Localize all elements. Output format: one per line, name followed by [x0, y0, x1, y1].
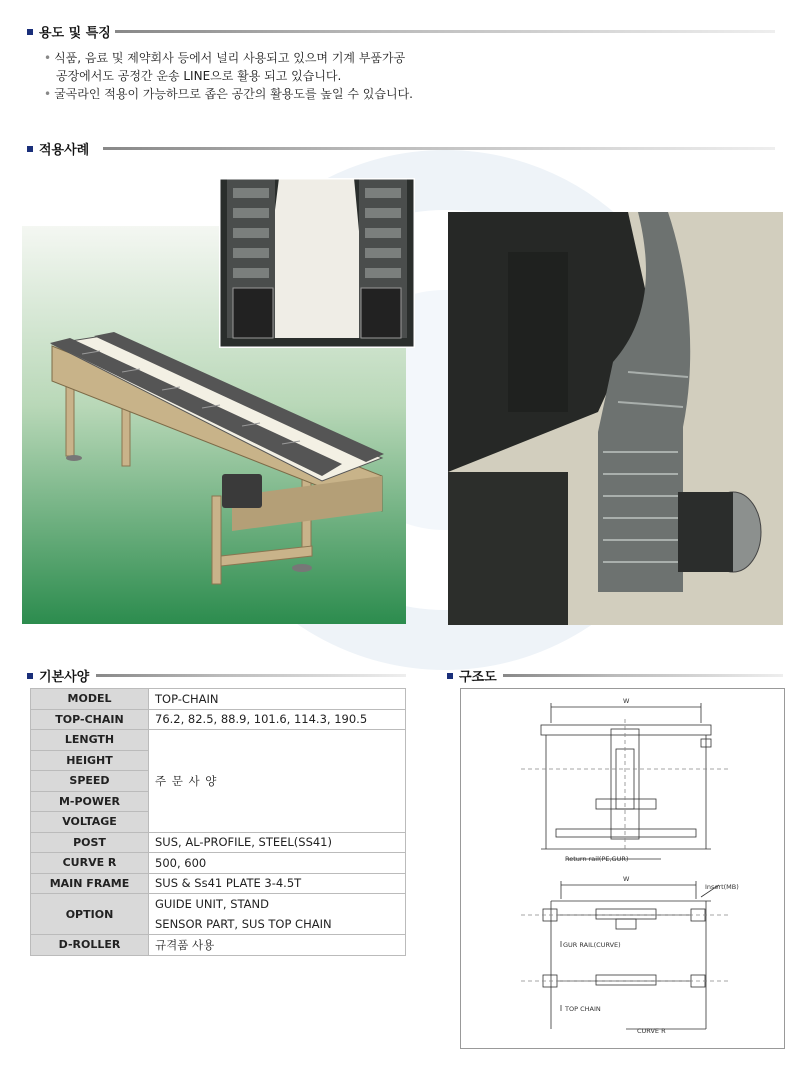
spec-label: CURVE R	[31, 853, 149, 874]
structure-drawing	[460, 688, 785, 1049]
insert-label: Insert(MB)	[705, 883, 739, 891]
heading-bullet-icon	[27, 673, 33, 679]
examples-rule	[103, 147, 775, 150]
structure-title: 구조도	[459, 670, 497, 685]
table-row	[31, 853, 406, 874]
usage-rule	[115, 30, 775, 33]
spec-label: POST	[31, 832, 149, 853]
spec-value: 500, 600	[149, 853, 406, 874]
examples-title: 적용사례	[39, 143, 90, 158]
table-row	[31, 935, 406, 956]
usage-bullet-2: • 굴곡라인 적용이 가능하므로 좁은 공간의 활용도를 높일 수 있습니다.	[44, 87, 413, 101]
usage-heading	[27, 22, 111, 41]
usage-bullet-1: • 식품, 음료 및 제약회사 등에서 널리 사용되고 있으며 기계 부품가공	[44, 51, 406, 65]
spec-label: M-POWER	[31, 791, 149, 812]
spec-value: SUS & Ss41 PLATE 3-4.5T	[149, 873, 406, 894]
curved-conveyor-photo	[448, 212, 783, 625]
spec-label: TOP-CHAIN	[31, 709, 149, 730]
option-line-2: SENSOR PART, SUS TOP CHAIN	[155, 917, 332, 931]
table-row	[31, 832, 406, 853]
structure-diagram	[461, 689, 784, 1048]
heading-bullet-icon	[27, 146, 33, 152]
spec-label: HEIGHT	[31, 750, 149, 771]
spec-value: 76.2, 82.5, 88.9, 101.6, 114.3, 190.5	[149, 709, 406, 730]
spec-heading	[27, 666, 89, 685]
gur-rail-label: GUR RAIL(CURVE)	[563, 941, 621, 949]
spec-label: SPEED	[31, 771, 149, 792]
heading-bullet-icon	[447, 673, 453, 679]
structure-rule	[503, 674, 783, 677]
spec-label: VOLTAGE	[31, 812, 149, 833]
closeup-chain-photo	[219, 178, 415, 348]
spec-label: MODEL	[31, 689, 149, 710]
spec-table	[30, 688, 406, 956]
width-label-bottom: W	[623, 875, 630, 883]
spec-value: SUS, AL-PROFILE, STEEL(SS41)	[149, 832, 406, 853]
spec-rule	[96, 674, 406, 677]
spec-value: TOP-CHAIN	[149, 689, 406, 710]
usage-bullet-1-cont: 공장에서도 공정간 운송 LINE으로 활용 되고 있습니다.	[56, 69, 342, 83]
return-rail-label: Return rail(PE,GUR)	[565, 855, 629, 863]
examples-heading	[27, 139, 89, 158]
structure-heading	[447, 666, 497, 685]
table-row	[31, 730, 406, 751]
option-line-1: GUIDE UNIT, STAND	[155, 897, 270, 911]
spec-label: LENGTH	[31, 730, 149, 751]
curve-r-label: CURVE R	[637, 1027, 666, 1035]
table-row	[31, 894, 406, 935]
usage-title: 용도 및 특징	[39, 26, 111, 41]
spec-title: 기본사양	[39, 670, 90, 685]
width-label-top: W	[623, 697, 630, 705]
spec-label: MAIN FRAME	[31, 873, 149, 894]
spec-value: 규격품 사용	[149, 935, 406, 956]
heading-bullet-icon	[27, 29, 33, 35]
spec-value-custom-order: 주 문 사 양	[149, 730, 406, 833]
table-row	[31, 709, 406, 730]
spec-label: OPTION	[31, 894, 149, 935]
spec-label: D-ROLLER	[31, 935, 149, 956]
spec-value	[149, 894, 406, 935]
top-chain-label: TOP CHAIN	[565, 1005, 601, 1013]
table-row	[31, 689, 406, 710]
table-row	[31, 873, 406, 894]
